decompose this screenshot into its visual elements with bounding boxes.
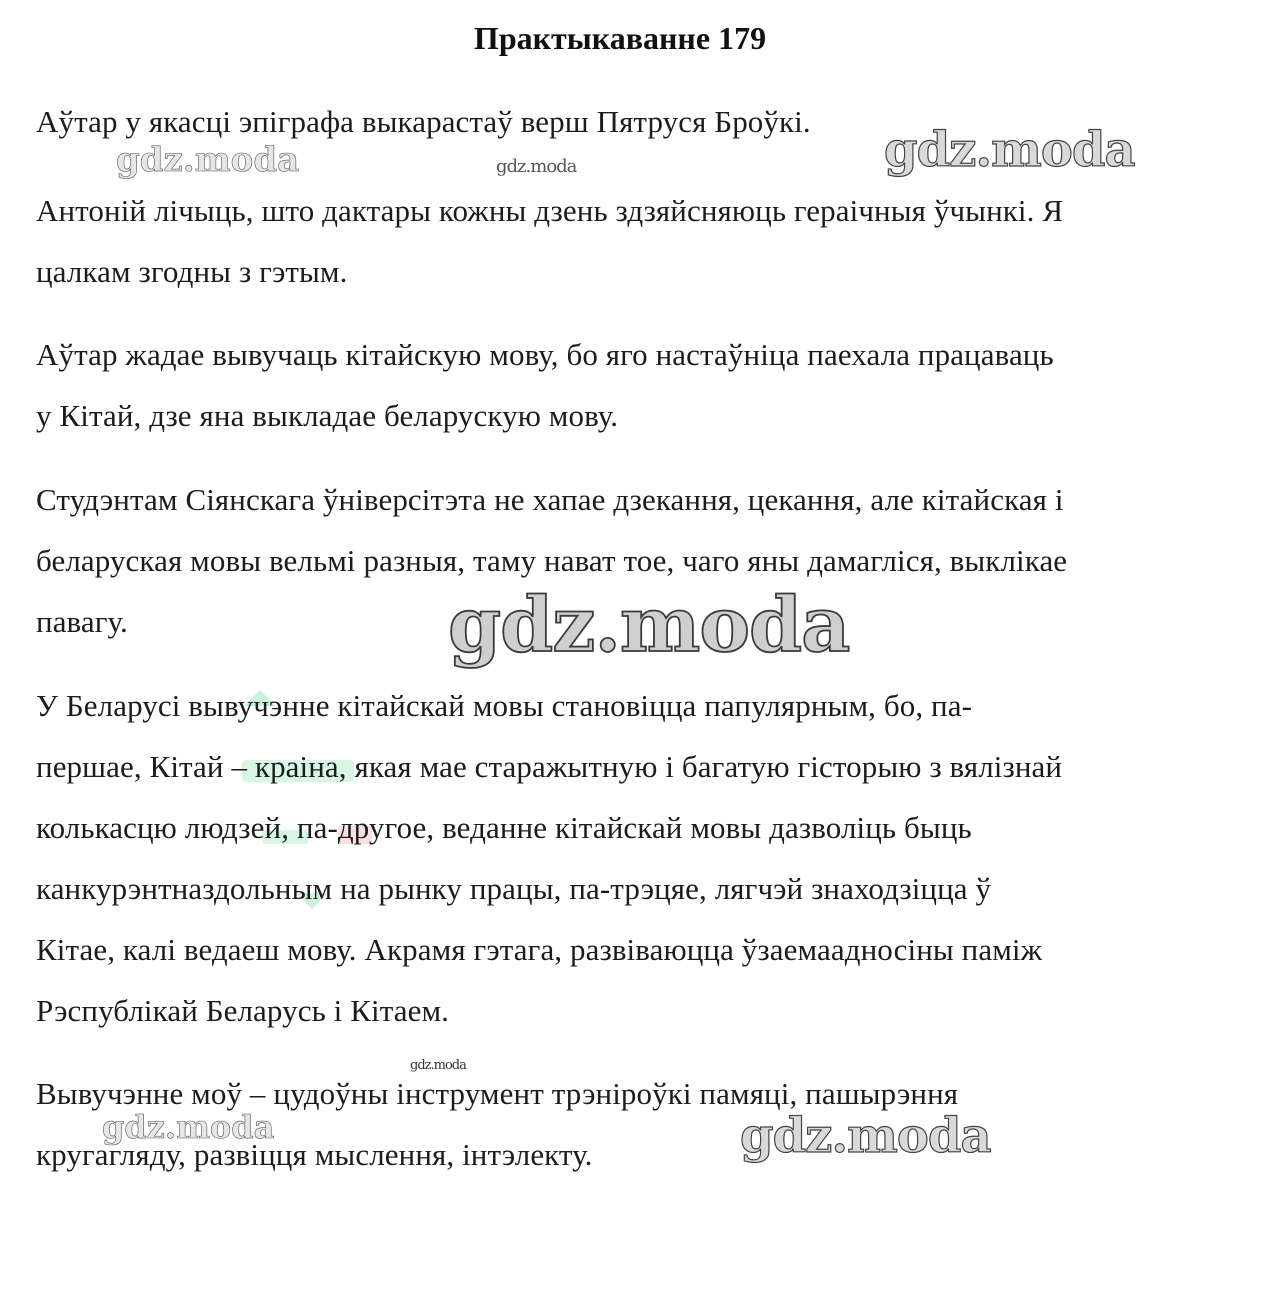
text-line: павагу. xyxy=(36,604,128,639)
watermark: gdz.moda xyxy=(740,1108,991,1164)
text-line: Кітае, калі ведаеш мову. Акрамя гэтага, развіваюцца ўзаемаадносіны паміж xyxy=(36,932,1043,967)
text-line: Студэнтам Сіянскага ўніверсітэта не хапае дзекання, цекання, але кітайская і xyxy=(36,482,1064,517)
text-line: у Кітай, дзе яна выкладае беларускую мову. xyxy=(36,398,619,433)
text-line: кругагляду, развіцця мыслення, інтэлекту. xyxy=(36,1137,593,1172)
page-title: Практыкаванне 179 xyxy=(473,20,767,56)
text-line: Антоній лічыць, што дактары кожны дзень здзяйсняюць гераічныя ўчынкі. Я xyxy=(36,193,1064,228)
watermark: gdz.moda xyxy=(448,580,850,669)
text-line: Вывучэнне моў – цудоўны інструмент трэніроўкі памяці, пашырэння xyxy=(36,1076,959,1111)
watermark: gdz.moda xyxy=(410,1058,466,1073)
paragraph-3 xyxy=(36,324,1216,446)
text-line: цалкам згодны з гэтым. xyxy=(36,254,348,289)
watermark: gdz.moda xyxy=(102,1108,275,1146)
paragraph-2 xyxy=(36,180,1216,302)
text-line: канкурэнтназдольным на рынку працы, па-трэцяе, лягчэй знаходзіцца ў xyxy=(36,871,992,906)
text-line: Аўтар у якасці эпіграфа выкарастаў верш Пятруся Броўкі. xyxy=(36,104,811,139)
text-line: колькасцю людзей, па-другое, веданне кітайскай мовы дазволіць быць xyxy=(36,810,972,845)
text-line: Рэспублікай Беларусь і Кітаем. xyxy=(36,993,450,1028)
text-line: першае, Кітай – краіна, якая мае старажытную і багатую гісторыю з вялізнай xyxy=(36,749,1063,784)
text-line: У Беларусі вывучэнне кітайскай мовы становіцца папулярным, бо, па- xyxy=(36,688,973,723)
text-line: беларуская мовы вельмі разныя, таму нават тое, чаго яны дамагліся, выклікае xyxy=(36,543,1068,578)
text-line: Аўтар жадае вывучаць кітайскую мову, бо яго настаўніца паехала працаваць xyxy=(36,337,1054,372)
watermark: gdz.moda xyxy=(884,122,1135,178)
paragraph-5 xyxy=(36,675,1216,1041)
watermark: gdz.moda xyxy=(496,156,577,177)
watermark: gdz.moda xyxy=(116,140,300,180)
